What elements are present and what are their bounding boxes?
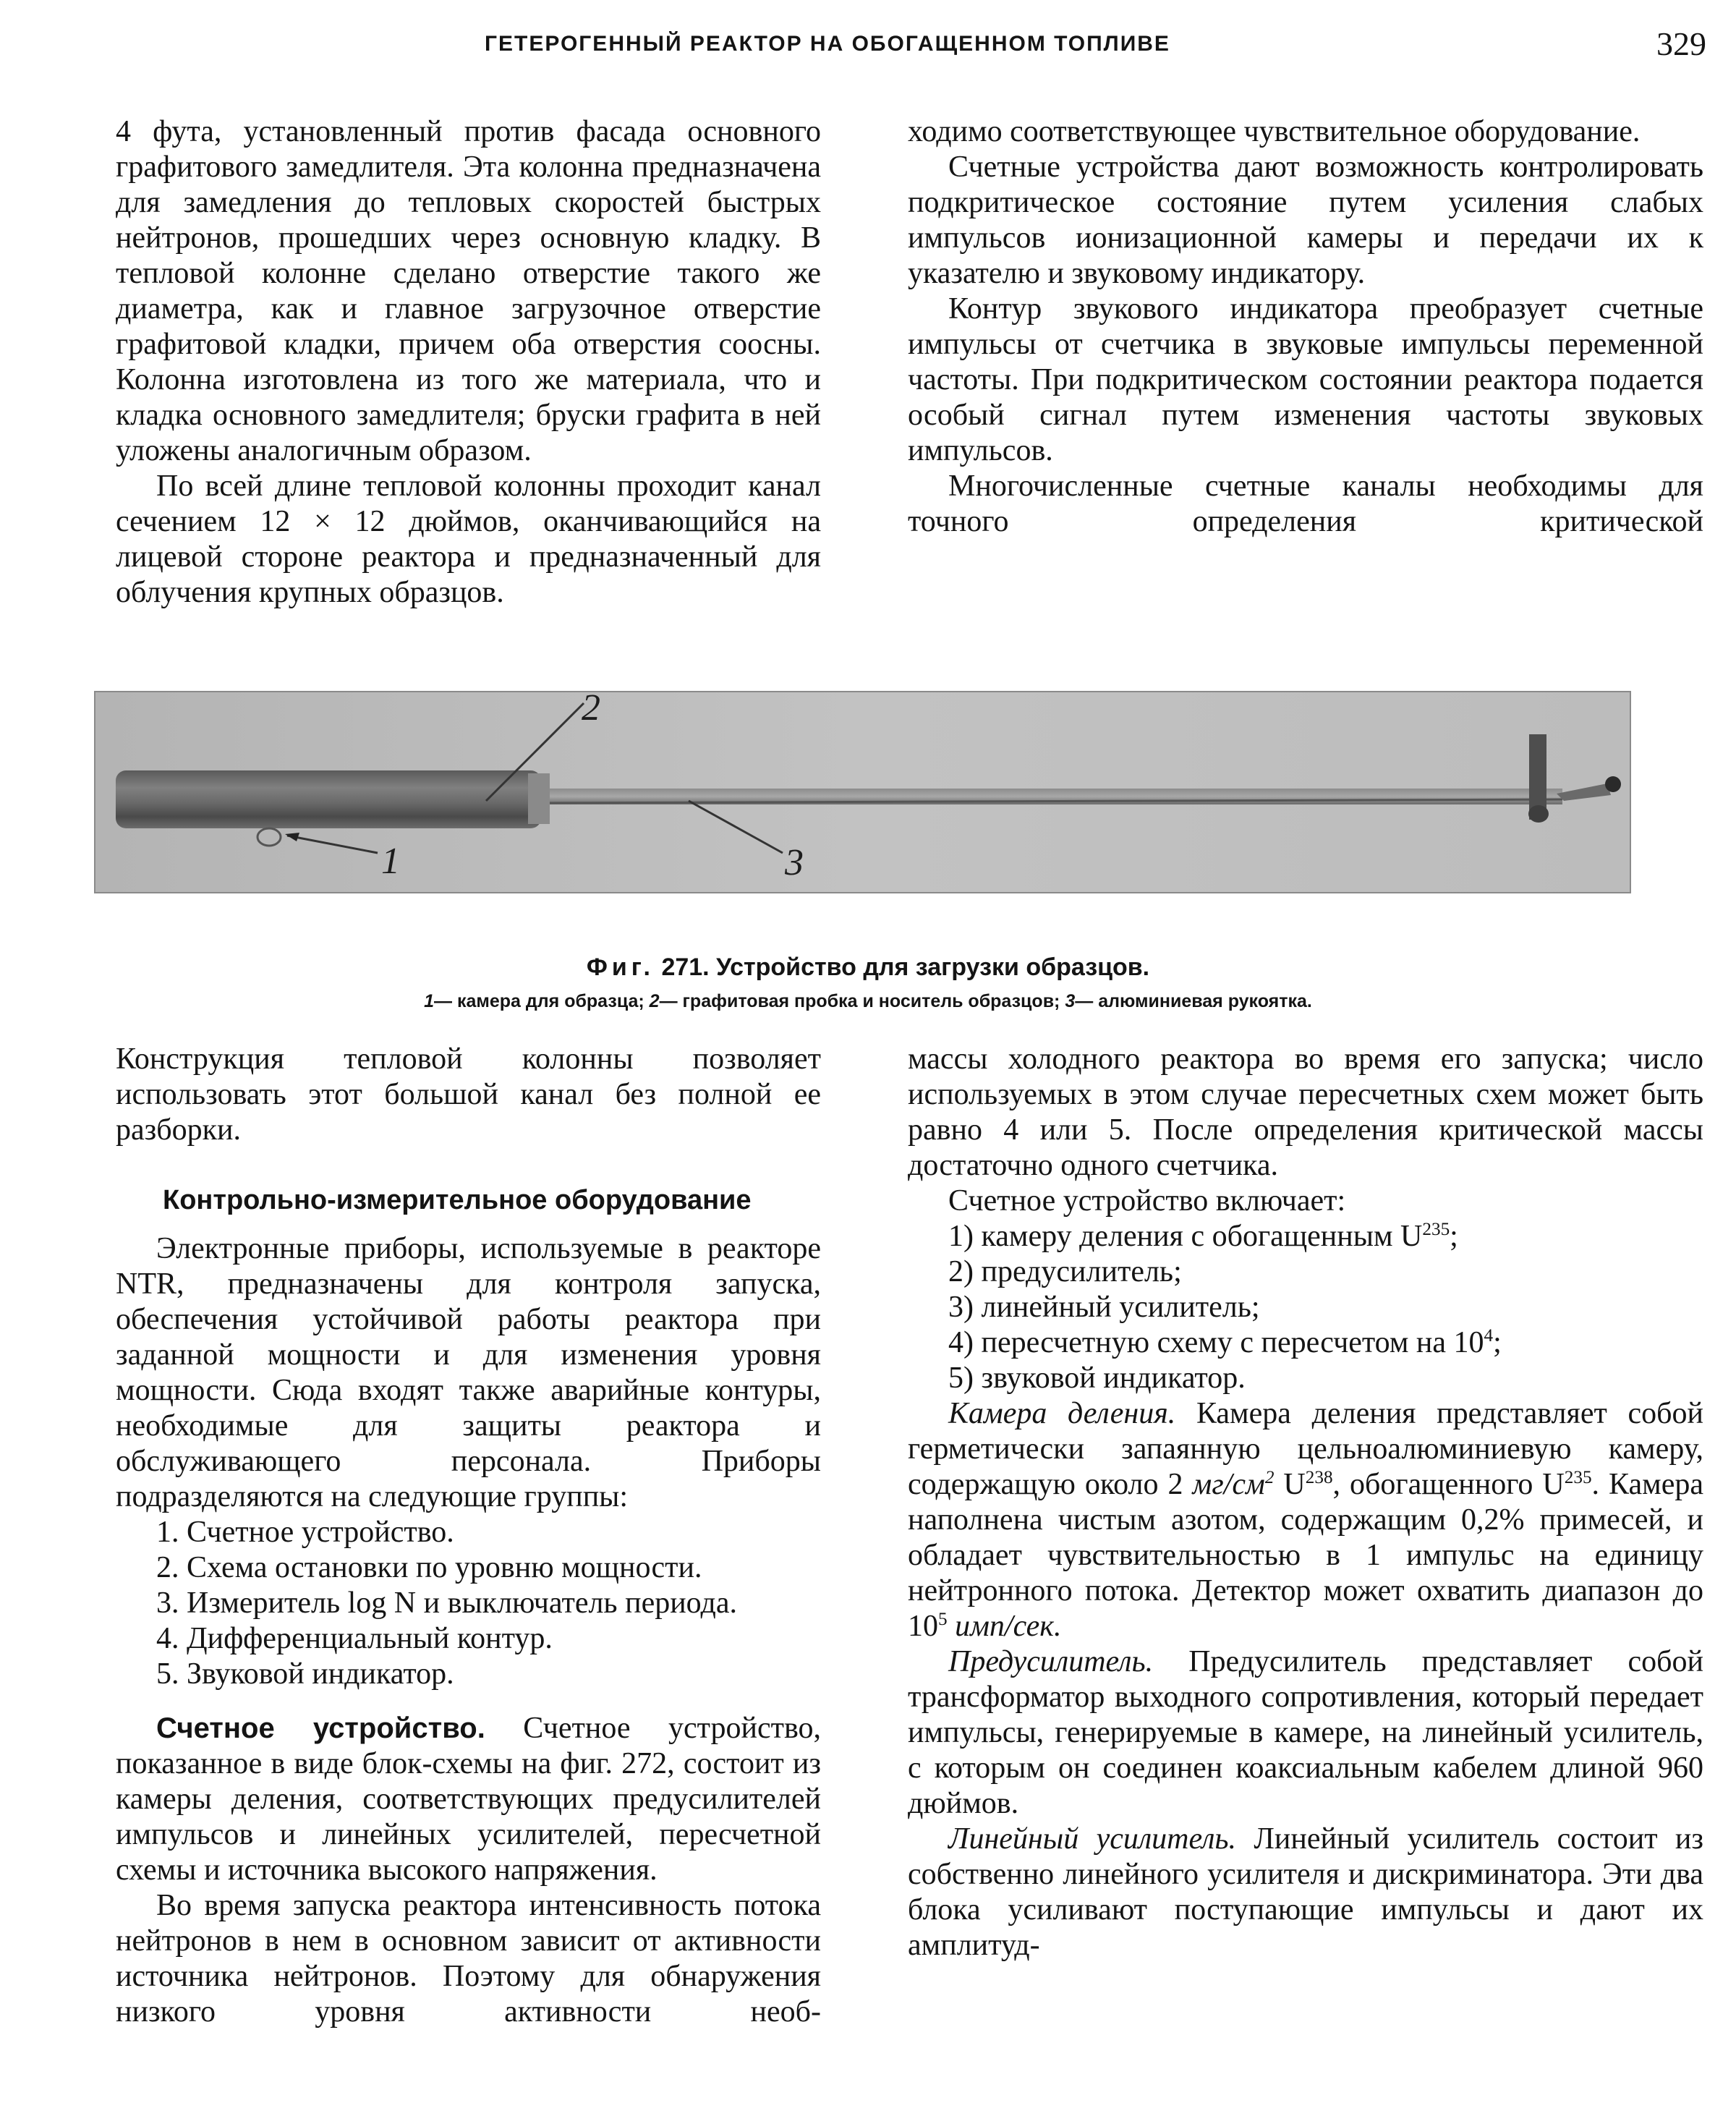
list-item: 2. Схема остановки по уровню мощности. xyxy=(156,1551,702,1584)
list-item: 3) линейный усилитель; xyxy=(948,1291,1260,1324)
callout-1: 1 xyxy=(381,841,400,882)
graphite-plug xyxy=(116,770,541,828)
list-item: 4. Дифференциальный контур. xyxy=(156,1622,553,1655)
paragraph: 4 фута, установленный против фасада основного графитового замедлителя. Эта колонна предназначена для замедления до тепловых скоростей быстрых нейтронов, прошедших через основную кладку. В тепловой колонне сделано отверстие такого же диаметра, как и главное загрузочное отверстие графитовой кладки, причем оба отверстия соосны. Колонна изготовлена из того же материала, что и кладка основного замедлителя; бруски графита в ней уложены аналогичным образом. xyxy=(116,115,821,467)
figure-legend: 1— камера для образца; 2— графитовая пробка и носитель образцов; 3— алюминиевая рукоятка. xyxy=(424,991,1312,1011)
figure-label: Фиг. xyxy=(586,953,655,981)
paragraph: Конструкция тепловой колонны позволяет использовать этот большой канал без полной ее разборки. xyxy=(116,1042,821,1147)
legend-item: — графитовая пробка и носитель образцов; xyxy=(659,991,1060,1011)
figure-title: Устройство для загрузки образцов. xyxy=(716,953,1150,981)
counter-components-list xyxy=(908,1219,1703,1396)
callout-2: 2 xyxy=(582,692,600,728)
run-in-heading: Камера деления. xyxy=(948,1397,1176,1430)
paragraph: Электронные приборы, используемые в реакторе NTR, предназначены для контроля запуска, обеспечения устойчивой работы реактора при заданной мощности и для изменения уровня мощности. Сюда входят также аварийные контуры, необходимые для защиты реактора и обслуживающего персонала. Приборы подразделяются на следующие группы: xyxy=(116,1232,821,1513)
page-number: 329 xyxy=(1656,25,1706,62)
column-bottom-right xyxy=(908,1042,1703,1963)
list-item: 4) пересчетную схему с пересчетом на $10^4$; xyxy=(948,1326,1502,1359)
paragraph: Контур звукового индикатора преобразует счетные импульсы от счетчика в звуковые импульсы переменной частоты. При подкритическом состоянии реактора подается особый сигнал путем изменения частоты звуковых импульсов. xyxy=(908,292,1703,467)
instrument-groups-list xyxy=(116,1515,821,1692)
run-in-heading: Линейный усилитель. xyxy=(948,1822,1237,1856)
paragraph: Многочисленные счетные каналы необходимы для точного определения критической xyxy=(908,470,1703,538)
list-item: 5. Звуковой индикатор. xyxy=(156,1657,454,1691)
paragraph: ходимо соответствующее чувствительное оборудование. xyxy=(908,115,1641,148)
column-top-left xyxy=(116,114,821,611)
paragraph: Предусилитель. Предусилитель представляет собой трансформатор выходного сопротивления, который передает импульсы, генерируемые в камере, на линейный усилитель, с которым он соединен коаксиальным кабелем длиной 960 дюймов. xyxy=(908,1645,1703,1820)
column-bottom-left xyxy=(116,1042,821,2030)
callout-3: 3 xyxy=(785,842,804,883)
paragraph: Счетное устройство включает: xyxy=(948,1184,1346,1218)
legend-item: — алюминиевая рукоятка. xyxy=(1075,991,1312,1011)
column-top-right xyxy=(908,114,1703,540)
paragraph: Счетные устройства дают возможность контролировать подкритическое состояние путем усиления слабых импульсов ионизационной камеры и передачи их к указателю и звуковому индикатору. xyxy=(908,150,1703,290)
run-in-heading: Счетное устройство. xyxy=(156,1712,485,1744)
figure-271-photo xyxy=(94,691,1631,893)
list-item: 1. Счетное устройство. xyxy=(156,1516,454,1549)
list-item: 1) камеру деления с обогащенным $U^{235}$; xyxy=(948,1220,1458,1253)
paragraph: Во время запуска реактора интенсивность потока нейтронов в нем в основном зависит от активности источника нейтронов. Поэтому для обнаружения низкого уровня активности необ- xyxy=(116,1889,821,2029)
list-item: 5) звуковой индикатор. xyxy=(948,1362,1246,1395)
paragraph: Линейный усилитель. Линейный усилитель состоит из собственно линейного усилителя и дискриминатора. Эти два блока усиливают поступающие импульсы и дают их амплитуд- xyxy=(908,1822,1704,1962)
running-title: ГЕТЕРОГЕННЫЙ РЕАКТОР НА ОБОГАЩЕННОМ ТОПЛИВЕ xyxy=(485,32,1170,56)
running-head xyxy=(0,25,1736,68)
paragraph: массы холодного реактора во время его запуска; число используемых в этом случае пересчетных схем может быть равно 4 или 5. После определения критической массы достаточно одного счетчика. xyxy=(908,1042,1703,1182)
run-in-heading: Предусилитель. xyxy=(948,1645,1154,1678)
list-item: 3. Измеритель log N и выключатель периода. xyxy=(156,1586,737,1620)
paragraph: Счетное устройство. Счетное устройство, показанное в виде блок-схемы на фиг. 272, состоит из камеры деления, соответствующих предусилителей импульсов и линейных усилителей, пересчетной схемы и источника высокого напряжения. xyxy=(116,1712,821,1887)
figure-number: 271. xyxy=(661,953,710,981)
list-item: 2) предусилитель; xyxy=(948,1255,1182,1288)
paragraph: Камера деления. Камера деления представляет собой герметически запаянную цельноалюминиевую камеру, содержащую около 2 $мг/см^2$ $U^{238}$, обогащенного $U^{235}$. Камера наполнена чистым азотом, содержащим 0,2% примесей, и обладает чувствительностью в 1 импульс на единицу нейтронного потока. Детектор может охватить диапазон до $10^5$ имп/сек. xyxy=(908,1397,1703,1643)
sample-loader-illustration xyxy=(95,692,1631,893)
section-heading: Контрольно-измерительное оборудование xyxy=(163,1185,752,1215)
legend-item: — камера для образца; xyxy=(434,991,644,1011)
figure-caption-title xyxy=(0,953,1736,982)
paragraph: По всей длине тепловой колонны проходит канал сечением 12 × 12 дюймов, оканчивающийся на лицевой стороне реактора и предназначенный для облучения крупных образцов. xyxy=(116,470,821,609)
